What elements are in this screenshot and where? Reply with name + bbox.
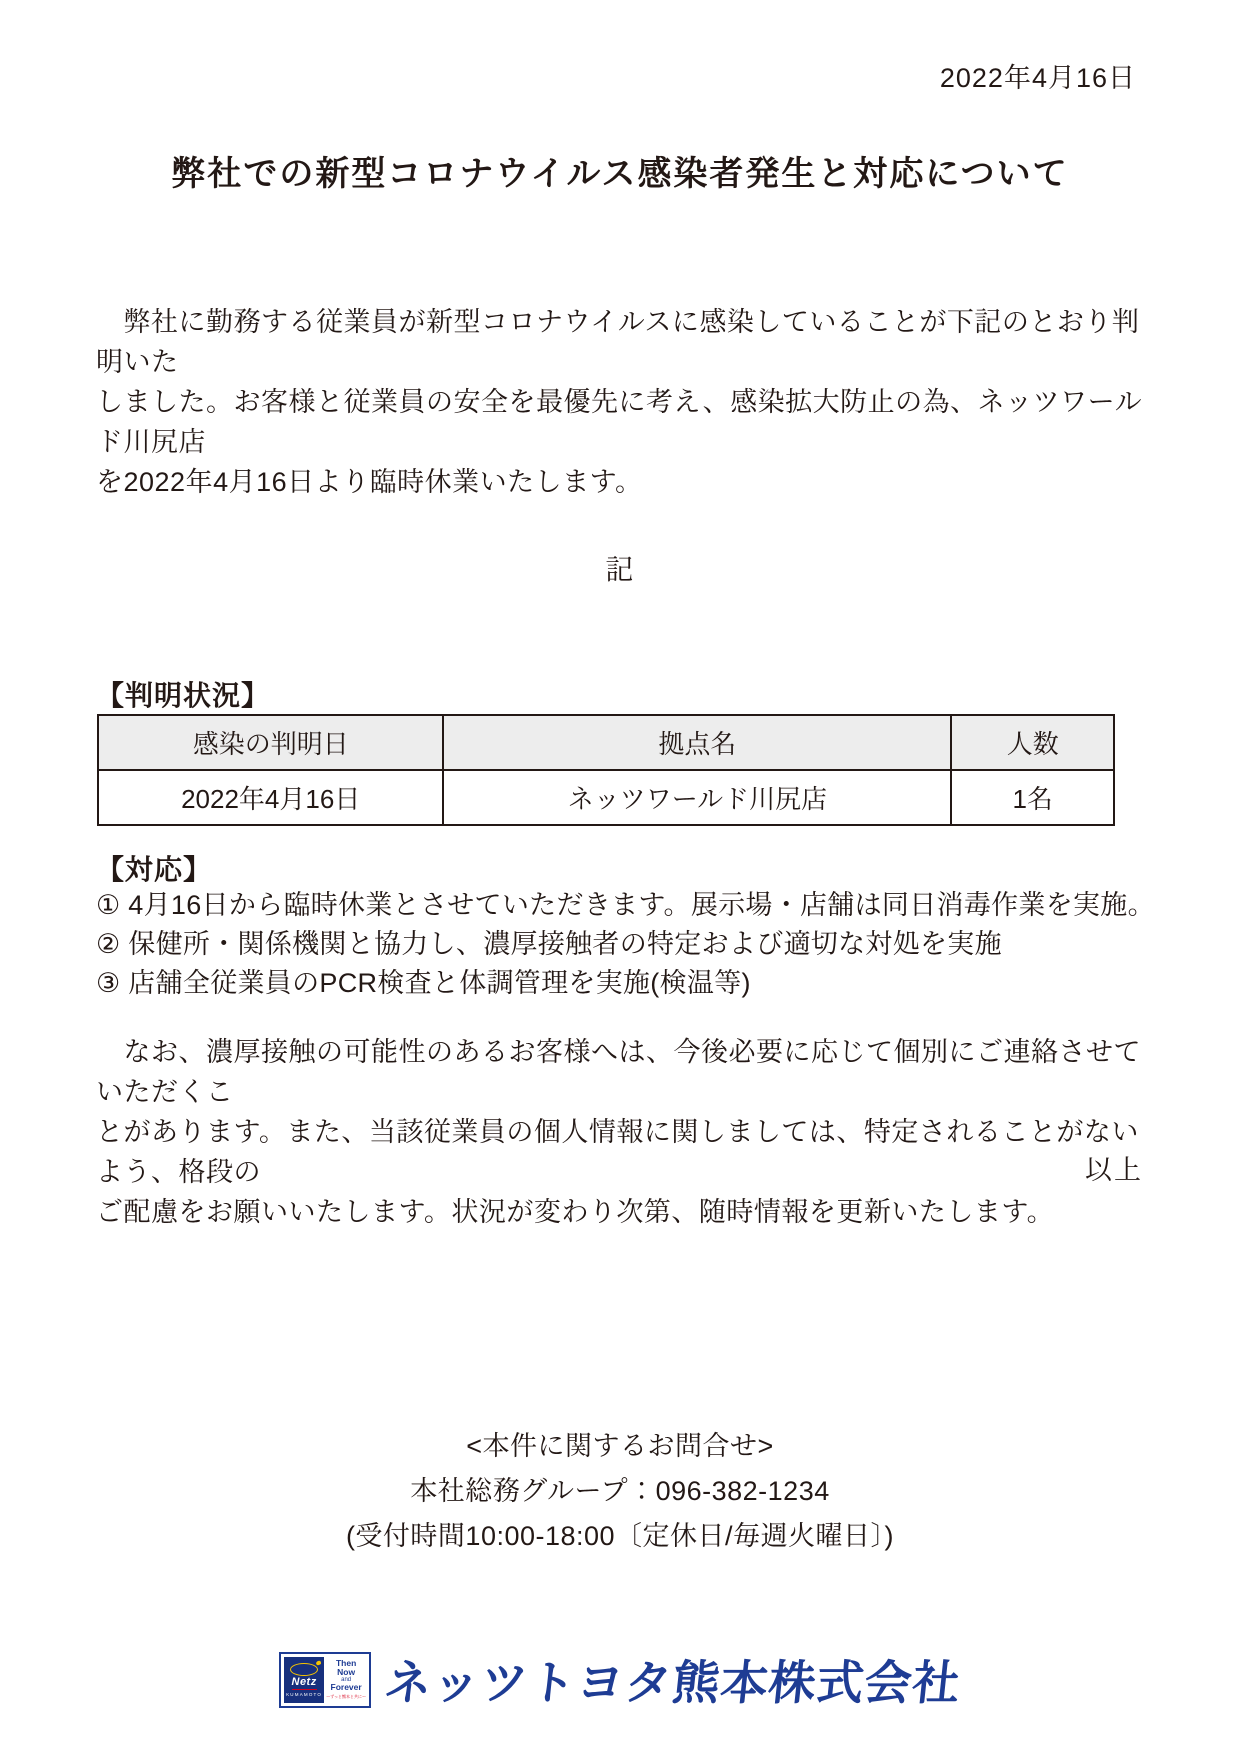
response-item-1: ① 4月16日から臨時休業とさせていただきます。展示場・店舗は同日消毒作業を実施。 <box>96 890 1155 920</box>
netz-logo-box <box>279 1652 371 1708</box>
tagline-subtext: ～ずっと熊本と共に～ <box>326 1694 366 1700</box>
closing-paragraph <box>96 1032 1148 1232</box>
response-items <box>96 886 1156 1003</box>
footer-logo-lockup <box>0 1646 1240 1713</box>
status-table <box>97 714 1115 826</box>
status-table-header-date: 感染の判明日 <box>98 715 443 770</box>
closing-line-1: なお、濃厚接触の可能性のあるお客様へは、今後必要に応じて個別にご連絡させていただくこ <box>96 1037 1141 1107</box>
netz-logo-tagline-tile <box>326 1657 366 1703</box>
record-marker: 記 <box>605 554 635 585</box>
status-section-heading: 【判明状況】 <box>96 680 271 711</box>
intro-line-2: しました。お客様と従業員の安全を最優先に考え、感染拡大防止の為、ネッツワールド川尻店 <box>96 387 1143 457</box>
tagline-and: and <box>341 1676 352 1683</box>
status-table-row <box>98 770 1114 825</box>
response-item-2: ② 保健所・関係機関と協力し、濃厚接触者の特定および適切な対処を実施 <box>96 929 1002 959</box>
contact-hours: (受付時間10:00-18:00〔定休日/毎週火曜日〕) <box>345 1521 895 1551</box>
status-table-header-location: 拠点名 <box>443 715 951 770</box>
intro-line-3: を2022年4月16日より臨時休業いたします。 <box>96 467 643 497</box>
closing-line-3: ご配慮をお願いいたします。状況が変わり次第、随時情報を更新いたします。 <box>96 1197 1055 1227</box>
company-name: ネッツトヨタ熊本株式会社 <box>381 1656 964 1709</box>
document-title: 弊社での新型コロナウイルス感染者発生と対応について <box>171 155 1069 193</box>
document-date: 2022年4月16日 <box>939 63 1136 93</box>
closing-line-2: とがあります。また、当該従業員の個人情報に関しましては、特定されることがないよう、格段の <box>96 1117 1139 1187</box>
tagline-forever: Forever <box>330 1682 362 1693</box>
netz-logo-navy-tile <box>284 1657 324 1703</box>
tagline-now: Now <box>337 1666 356 1677</box>
netz-wordmark: Netz <box>291 1675 317 1688</box>
contact-phone: 本社総務グループ：096-382-1234 <box>410 1476 830 1506</box>
tagline-then: Then <box>335 1657 357 1668</box>
status-table-header-count: 人数 <box>951 715 1114 770</box>
intro-paragraph <box>96 302 1146 502</box>
status-table-header-row <box>98 715 1114 770</box>
response-item-3: ③ 店舗全従業員のPCR検査と体調管理を実施(検温等) <box>96 968 751 998</box>
netz-kumamoto-label: KUMAMOTO <box>286 1691 323 1697</box>
status-cell-date: 2022年4月16日 <box>98 770 443 825</box>
response-section-heading: 【対応】 <box>96 854 213 885</box>
contact-title: <本件に関するお問合せ> <box>466 1431 774 1461</box>
status-cell-count: 1名 <box>951 770 1114 825</box>
contact-block <box>0 1424 1240 1559</box>
intro-line-1: 弊社に勤務する従業員が新型コロナウイルスに感染していることが下記のとおり判明いた <box>96 307 1140 377</box>
netz-emblem-icon <box>290 1663 318 1676</box>
sign-off: 以上 <box>1085 1155 1143 1185</box>
status-cell-location: ネッツワールド川尻店 <box>443 770 951 825</box>
